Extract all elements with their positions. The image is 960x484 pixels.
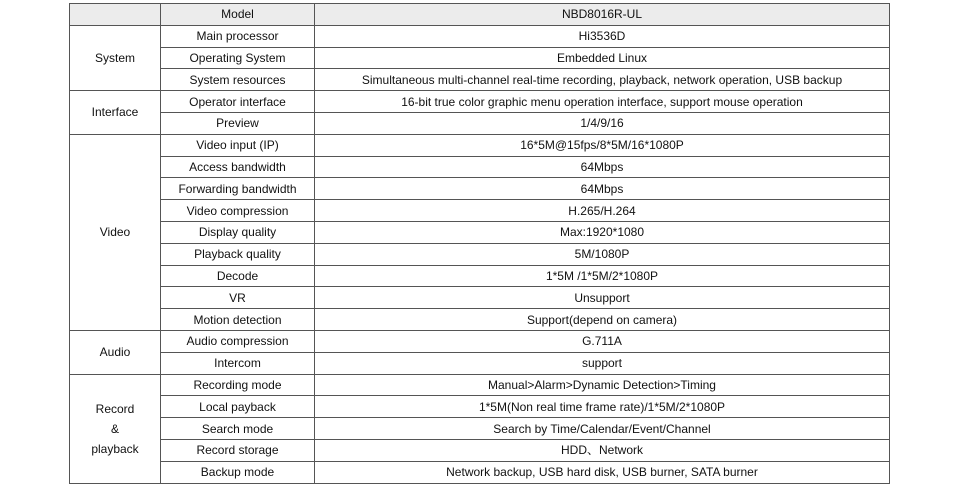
category-interface: Interface [70, 91, 161, 135]
spec-value: 16-bit true color graphic menu operation interface, support mouse operation [315, 91, 890, 113]
category-line: Record [95, 401, 135, 416]
spec-value: 16*5M@15fps/8*5M/16*1080P [315, 134, 890, 156]
spec-name: VR [161, 287, 315, 309]
table-row [70, 112, 890, 134]
spec-value: H.265/H.264 [315, 200, 890, 222]
spec-name: Record storage [161, 439, 315, 461]
spec-value: Unsupport [315, 287, 890, 309]
table-row [70, 287, 890, 309]
table-row [70, 156, 890, 178]
category-line: & [110, 421, 119, 436]
header-model-label: Model [161, 4, 315, 26]
spec-name: Preview [161, 112, 315, 134]
table-row [70, 461, 890, 483]
spec-name: Search mode [161, 418, 315, 440]
category-record-playback [70, 374, 161, 483]
spec-name: System resources [161, 69, 315, 91]
table-row [70, 178, 890, 200]
spec-name: Access bandwidth [161, 156, 315, 178]
table-row [70, 91, 890, 113]
spec-name: Playback quality [161, 243, 315, 265]
category-video: Video [70, 134, 161, 330]
spec-name: Forwarding bandwidth [161, 178, 315, 200]
spec-value: 5M/1080P [315, 243, 890, 265]
table-row [70, 309, 890, 331]
spec-name: Decode [161, 265, 315, 287]
table-row [70, 200, 890, 222]
table-row [70, 69, 890, 91]
spec-name: Main processor [161, 25, 315, 47]
spec-value: Hi3536D [315, 25, 890, 47]
spec-value: 1/4/9/16 [315, 112, 890, 134]
spec-name: Motion detection [161, 309, 315, 331]
spec-value: Embedded Linux [315, 47, 890, 69]
spec-value: G.711A [315, 330, 890, 352]
table-row [70, 265, 890, 287]
table-row [70, 243, 890, 265]
spec-name: Local payback [161, 396, 315, 418]
spec-value: HDD、Network [315, 439, 890, 461]
category-system: System [70, 25, 161, 90]
spec-name: Operating System [161, 47, 315, 69]
spec-value: 64Mbps [315, 156, 890, 178]
table-row [70, 47, 890, 69]
spec-name: Recording mode [161, 374, 315, 396]
spec-value: 1*5M(Non real time frame rate)/1*5M/2*1080P [315, 396, 890, 418]
spec-name: Intercom [161, 352, 315, 374]
table-row [70, 352, 890, 374]
spec-value: Manual>Alarm>Dynamic Detection>Timing [315, 374, 890, 396]
table-row [70, 330, 890, 352]
table-row [70, 134, 890, 156]
spec-value: Simultaneous multi-channel real-time recording, playback, network operation, USB backup [315, 69, 890, 91]
spec-name: Video compression [161, 200, 315, 222]
spec-value: 1*5M /1*5M/2*1080P [315, 265, 890, 287]
spec-value: 64Mbps [315, 178, 890, 200]
spec-value: Search by Time/Calendar/Event/Channel [315, 418, 890, 440]
table-row [70, 374, 890, 396]
category-audio: Audio [70, 330, 161, 374]
table-row [70, 439, 890, 461]
table-row [70, 396, 890, 418]
spec-name: Audio compression [161, 330, 315, 352]
spec-value: support [315, 352, 890, 374]
table-row [70, 221, 890, 243]
spec-name: Display quality [161, 221, 315, 243]
spec-value: Network backup, USB hard disk, USB burner, SATA burner [315, 461, 890, 483]
spec-value: Support(depend on camera) [315, 309, 890, 331]
table-row [70, 418, 890, 440]
category-line: playback [91, 441, 139, 456]
spec-name: Backup mode [161, 461, 315, 483]
spec-name: Video input (IP) [161, 134, 315, 156]
header-row [70, 4, 890, 26]
spec-table [69, 3, 890, 484]
spec-name: Operator interface [161, 91, 315, 113]
table-row [70, 25, 890, 47]
header-blank-cell [70, 4, 161, 26]
header-model-value: NBD8016R-UL [315, 4, 890, 26]
spec-value: Max:1920*1080 [315, 221, 890, 243]
